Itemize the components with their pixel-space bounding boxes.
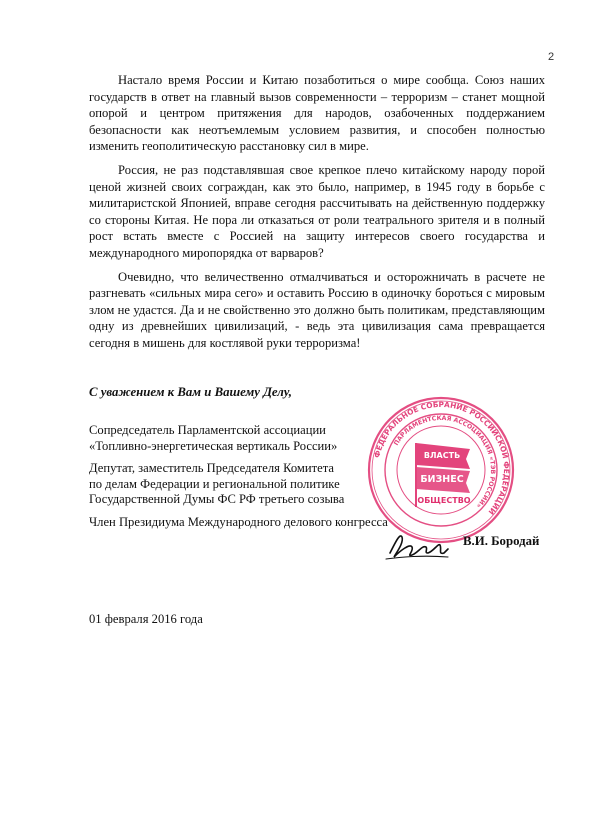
- position-title: Член Президиума Международного делового конгресса: [89, 514, 388, 529]
- page-number: 2: [548, 51, 555, 63]
- stamp-word: ОБЩЕСТВО: [417, 496, 471, 505]
- letter-date: 01 февраля 2016 года: [89, 612, 203, 626]
- position-title: Депутат, заместитель Председателя Комитета по делам Федерации и региональной политике Государственной Думы ФС РФ третьего созыва: [89, 461, 345, 507]
- signer-positions: [89, 423, 409, 538]
- closing-salutation: С уважением к Вам и Вашему Делу,: [89, 385, 292, 399]
- stamp-inner-text: ПАРЛАМЕНТСКАЯ АССОЦИАЦИЯ «ТЭВ РОССИИ»: [392, 414, 497, 510]
- stamp-word: БИЗНЕС: [420, 474, 464, 485]
- position-title: Сопредседатель Парламентской ассоциации «Топливно-энергетическая вертикаль России»: [89, 423, 338, 453]
- stamp-word: ВЛАСТЬ: [423, 451, 461, 460]
- signer-name: В.И. Бородай: [463, 534, 540, 548]
- handwritten-signature: [382, 523, 454, 565]
- paragraph: Россия, не раз подставлявшая свое крепкое плечо китайскому народу порой ценой жизней своих сограждан, как это было, например, в 1945 году в борьбе с милитаристской Японией, вправе сегодня рассчитывать на действенную поддержку со стороны Китая. Не пора ли отказаться от роли театрального зрителя и в полный рост встать вместе с Россией на защиту интересов своего государства и международного миропорядка от варваров?: [89, 162, 545, 260]
- stamp-outer-text: ФЕДЕРАЛЬНОЕ СОБРАНИЕ РОССИЙСКОЙ ФЕДЕРАЦИИ: [372, 399, 512, 517]
- paragraph: Очевидно, что величественно отмалчиваться и осторожничать в расчете не разгневать «сильных мира сего» и оставить Россию в одиночку бороться с мировым злом не удастся. Да и не свойственно это должно быть политикам, представляющим одну из древнейших цивилизаций, - ведь эта цивилизация сама превращается сегодня в мишень для костлявой руки терроризма!: [89, 269, 545, 350]
- paragraph: Настало время России и Китаю позаботиться о мире сообща. Союз наших государств в ответ на главный вызов современности – терроризм – станет мощной опорой и центром притяжения для народов, озабоченных поддержанием безопасности как неотъемлемым условием развития, и способен полностью изменить геополитическую расстановку сил в мире.: [89, 73, 545, 154]
- letter-body: [89, 72, 545, 359]
